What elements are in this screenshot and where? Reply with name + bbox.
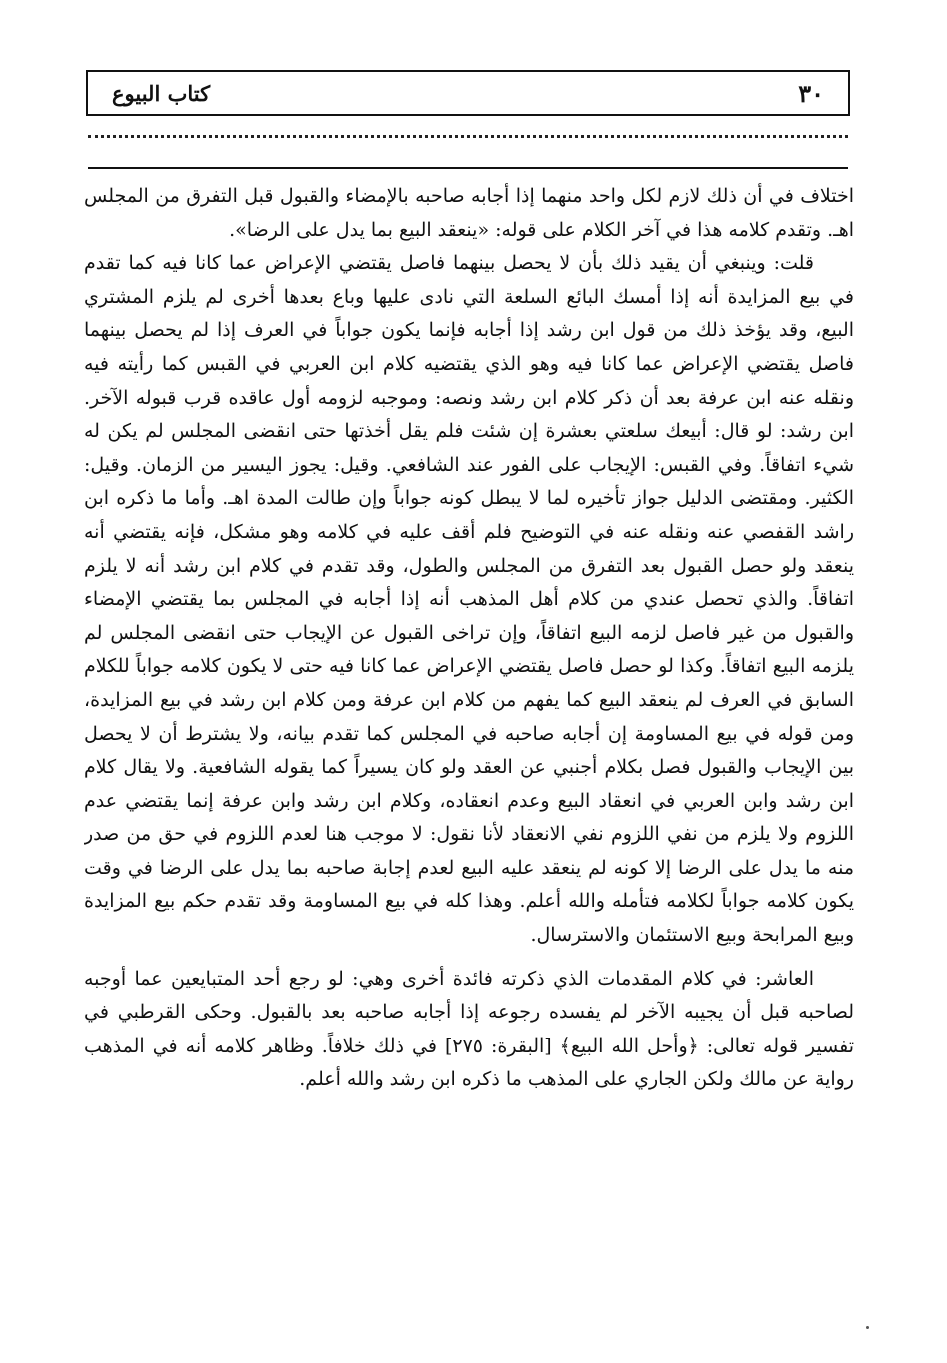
paragraph-qultu: قلت: وينبغي أن يقيد ذلك بأن لا يحصل بينهما فاصل يقتضي الإعراض عما كانا فيه كما تقدم في بيع المزايدة أنه إذا أمسك البائع السلعة التي نادى عليها وباع بعدها أخرى لم يلزم المشتري البيع، وقد يؤخذ ذلك من قول ابن رشد إذا أجابه فإنما يكون جواباً في العرف إذا لم يحصل بينهما فاصل يقتضي الإعراض عما كانا فيه وهو الذي يقتضيه كلام ابن العربي في القبس كما رأيته فيه ونقله عنه ابن عرفة بعد أن ذكر كلام ابن رشد ونصه: وموجبه لزومه أول عاقده قرب قبوله الآخر. ابن رشد: لو قال: أبيعك سلعتي بعشرة إن شئت فلم يقل أخذتها حتى انقضى المجلس لم يكن له شيء اتفاقاً. وفي القبس: الإيجاب على الفور عند الشافعي. وقيل: يجوز اليسير من الزمان. وقيل: الكثير. ومقتضى الدليل جواز تأخيره لما لا يبطل كونه جواباً وإن طالت المدة اهـ. وأما ما ذكره ابن راشد القفصي عنه ونقله عنه في التوضيح فلم أقف عليه في كلامه وهو مشكل، فإنه يقتضي أنه ينعقد ولو حصل القبول بعد التفرق من المجلس والطول، وقد تقدم في كلام ابن رشد أنه لا يلزم اتفاقاً. والذي تحصل عندي من كلام أهل المذهب أنه إذا أجابه في المجلس بما يقتضي الإمضاء والقبول من غير فاصل لزمه البيع اتفاقاً، وإن تراخى القبول عن الإيجاب حتى انقضى المجلس لم يلزمه البيع اتفاقاً. وكذا لو حصل فاصل يقتضي الإعراض عما كانا فيه حتى لا يكون كلامه جواباً للكلام السابق في العرف لم ينعقد البيع كما يفهم من كلام ابن عرفة ومن كلام ابن رشد في بيع المزايدة، ومن قوله في بيع المساومة إن أجابه صاحبه في المجلس كما تقدم بيانه، ولا يشترط أن لا يحصل بين الإيجاب والقبول فصل بكلام أجنبي عن العقد ولو كان يسيراً كما يقوله الشافعية. ولا يقال كلام ابن رشد وابن العربي في انعقاد البيع وعدم انعقاده، وكلام ابن رشد وابن عرفة إنما يقتضي عدم اللزوم ولا يلزم من نفي اللزوم نفي الانعقاد لأنا نقول: لا موجب هنا لعدم اللزوم في حق من صدر منه ما يدل على الرضا إلا كونه لم ينعقد عليه البيع لعدم إجابة صاحبه بما يدل على الرضا في وقت يكون كلامه جواباً لكلامه فتأمله والله أعلم. وهذا كله في بيع المساومة وقد تقدم حكم بيع المزايدة وبيع المرابحة وبيع الاستئمان والاسترسال. [84,252,854,947]
paragraph-tenth: العاشر: في كلام المقدمات الذي ذكرته فائدة أخرى وهي: لو رجع أحد المتبايعين عما أوجبه لصاحبه قبل أن يجيبه الآخر لم يفسده رجوعه إذا أجابه صاحبه بعد بالقبول. وحكى القرطبي في تفسير قوله تعالى: ﴿وأحل الله البيع﴾ [البقرة: ٢٧٥] في ذلك خلافاً. وظاهر كلامه أنه في المذهب رواية عن مالك ولكن الجاري على المذهب ما ذكره ابن رشد والله أعلم. [84,967,854,1091]
book-title: كتاب البيوع [112,80,211,106]
solid-divider [88,167,848,169]
body-text [84,180,854,1330]
page-header [86,70,850,116]
page-speck [866,1326,869,1329]
paragraph-continuation: اختلاف في أن ذلك لازم لكل واحد منهما إذا أجابه صاحبه بالإمضاء والقبول قبل التفرق من المجلس اهـ. وتقدم كلامه هذا في آخر الكلام على قوله: «ينعقد البيع بما يدل على الرضا». [84,185,854,241]
dotted-divider [88,135,848,138]
page-number: ٣٠ [798,78,824,108]
